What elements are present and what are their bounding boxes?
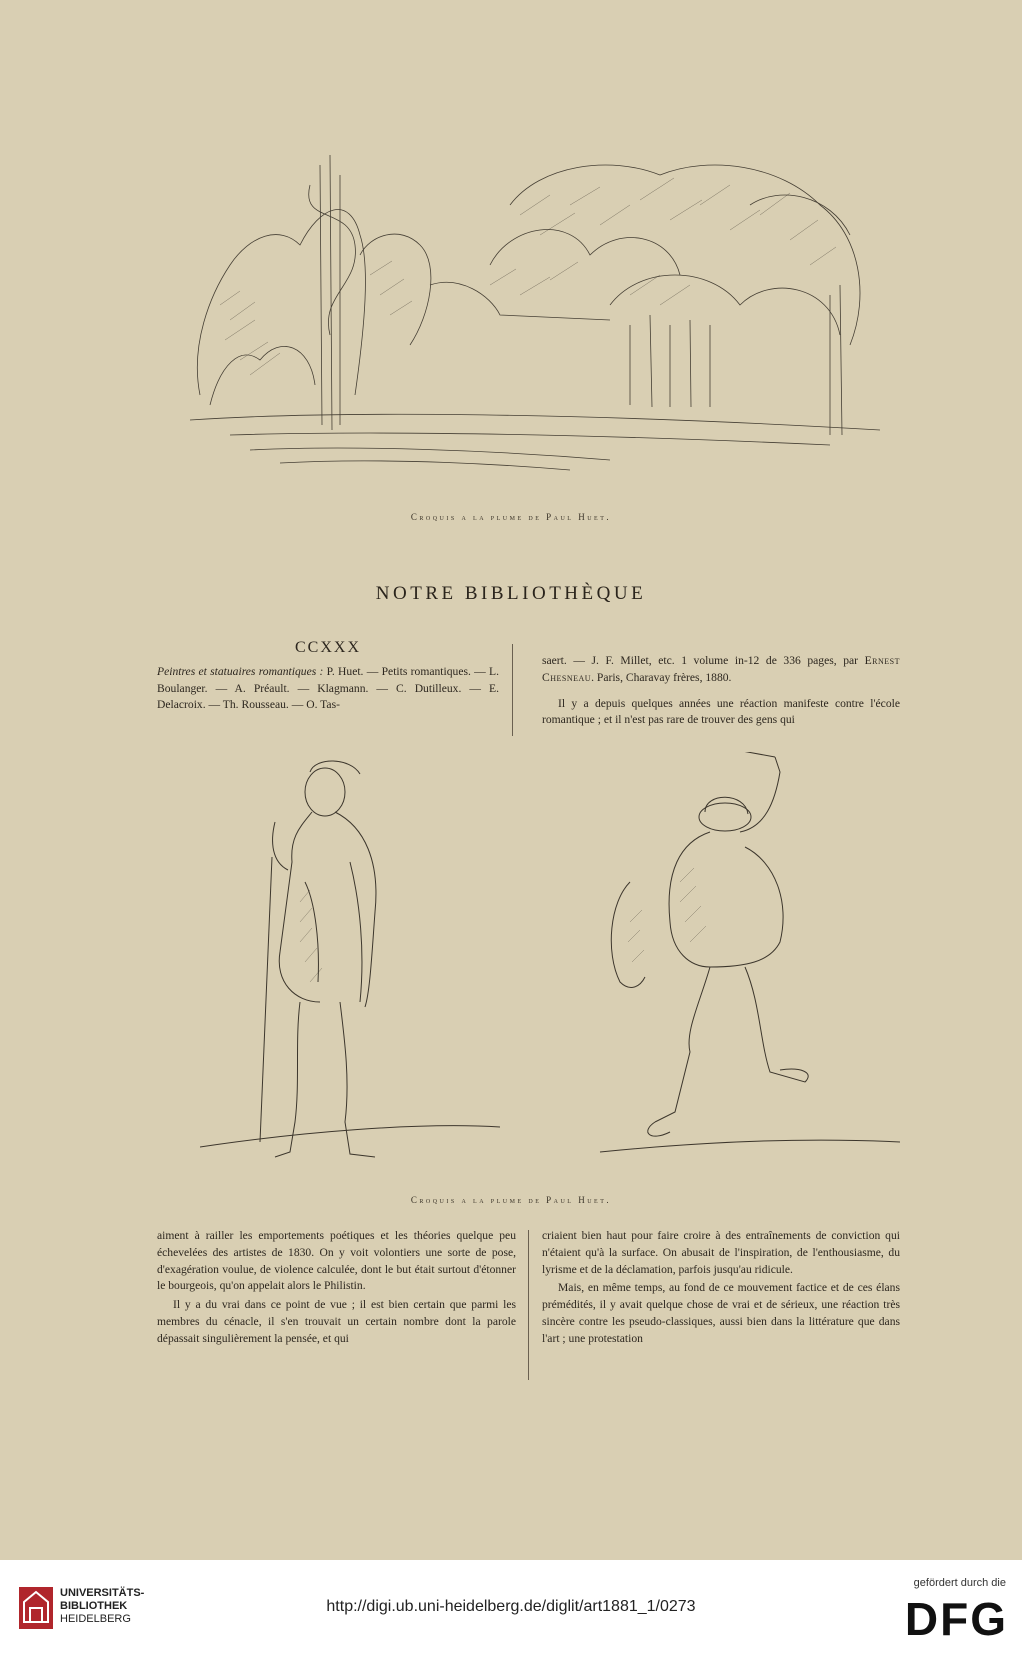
top-left-column	[157, 640, 499, 714]
digital-object-url[interactable]: http://digi.ub.uni-heidelberg.de/diglit/art1881_1/0273	[326, 1598, 696, 1615]
bottom-right-column	[542, 1228, 900, 1348]
paragraph-meme-temps: Mais, en même temps, au fond de ce mouvement factice et de ces élans prémédités, il y avait quelque chose de vrai et de sérieux, une réaction très sincère contre les pseudo-classiques, aussi bien dans la littérature que dans l'art ; une protestation	[542, 1281, 900, 1345]
book-publisher: . Paris, Charavay frères, 1880.	[591, 670, 732, 684]
bottom-left-column	[157, 1228, 516, 1348]
paragraph-intro: Il y a depuis quelques années une réaction manifeste contre l'école romantique ; et il n'est pas rare de trouver des gens qui	[542, 696, 900, 727]
section-title: NOTRE BIBLIOTHÈQUE	[375, 583, 647, 604]
top-illustration-caption: Croquis a la plume de Paul Huet.	[410, 512, 612, 522]
intro-rest: P. Huet. — Petits romantiques. — L. Boulanger. — A. Préault. — Klagmann. — C. Dutilleux. — E. Delacroix. — Th. Rousseau. — O. Tas-	[157, 664, 500, 712]
paragraph-point-de-vue: Il y a du vrai dans ce point de vue ; il est bien certain que parmi les membres du cénacle, il s'en trouvait un certain nombre dont la parole dépassait singulièrement la pensée, et qui	[157, 1298, 516, 1345]
landscape-sketch	[190, 145, 880, 475]
figures-sketch	[200, 752, 900, 1192]
top-right-column	[542, 653, 900, 729]
paragraph-criaient: criaient bien haut pour faire croire à des entraînements de conviction qui n'étaient qu'à la surface. On abusait de l'inspiration, de l'enthousiasme, du lyrisme et de la déclamation, parfois jusqu'au ridicule.	[542, 1229, 900, 1276]
book-reference	[542, 653, 900, 687]
intro-italic: Peintres et statuaires romantiques :	[157, 664, 324, 678]
article-number: CCXXX	[294, 639, 361, 656]
library-line-2: BIBLIOTHEK	[60, 1600, 128, 1612]
digitization-footer	[0, 1560, 1022, 1664]
library-line-3: HEIDELBERG	[60, 1613, 131, 1625]
bottom-column-rule	[528, 1230, 529, 1380]
article-intro	[157, 664, 499, 714]
author-name: Ernest Chesneau	[542, 654, 900, 684]
book-reference-text: saert. — J. F. Millet, etc. 1 volume in-12 de 336 pages, par	[542, 654, 865, 667]
paragraph-railler: aiment à railler les emportements poétiques et les théories quelque peu échevelées des artistes de 1830. On y voit volontiers une sorte de pose, d'exagération voulue, de violence calculée, dont le but était surtout d'étonner le bourgeois, qu'on appelait alors le Philistin.	[157, 1229, 516, 1293]
middle-illustration-caption: Croquis a la plume de Paul Huet.	[410, 1195, 612, 1205]
library-line-1: UNIVERSITÄTS-	[60, 1587, 145, 1599]
dfg-logo: DFG	[904, 1593, 1008, 1645]
funded-by-note: gefördert durch die	[913, 1577, 1006, 1589]
top-column-rule	[512, 644, 513, 736]
